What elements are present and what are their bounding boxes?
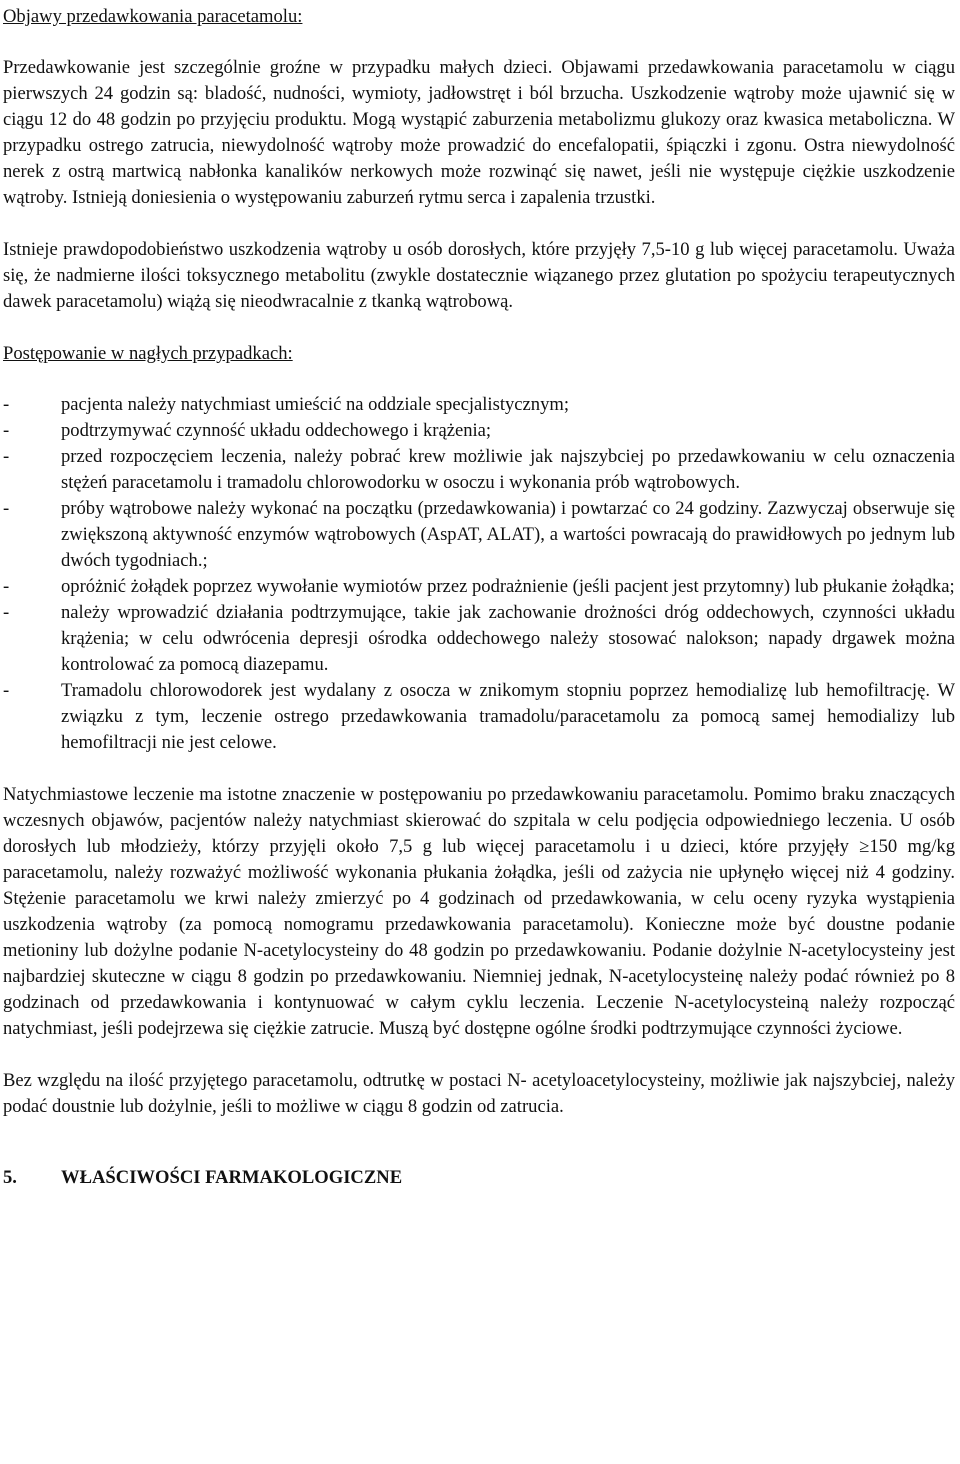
list-item-text: należy wprowadzić działania podtrzymujące, takie jak zachowanie drożności dróg oddechowych, czynności układu krążenia; w celu odwrócenia depresji ośrodka oddechowego należy stosować nalokson; napady drgawek można kontrolować za pomocą diazepamu. [61, 602, 955, 675]
spacer [3, 315, 955, 341]
list-item [3, 574, 955, 600]
list-item-text: Tramadolu chlorowodorek jest wydalany z osocza w znikomym stopniu poprzez hemodializę lub hemofiltrację. W związku z tym, leczenie ostrego przedawkowania tramadolu/paracetamolu za pomocą samej hemodializy lub hemofiltracji nie jest celowe. [61, 680, 955, 753]
overdose-heading: Objawy przedawkowania paracetamolu: [3, 6, 303, 27]
list-item-text: podtrzymywać czynność układu oddechowego i krążenia; [61, 420, 492, 441]
immediate-treatment-paragraph: Natychmiastowe leczenie ma istotne znaczenie w postępowaniu po przedawkowaniu paracetamolu. Pomimo braku znaczących wczesnych objawów, pacjentów należy natychmiast skierować do szpitala w celu podjęcia odpowiedniego leczenia. U osób dorosłych lub młodzieży, którzy przyjęli około 7,5 g lub więcej paracetamolu i u dzieci, które przyjęły ≥150 mg/kg paracetamolu, należy rozważyć możliwość wykonania płukania żołądka, jeśli od zażycia nie upłynęło więcej niż 4 godziny. Stężenie paracetamolu we krwi należy zmierzyć po 4 godzinach od przedawkowania, w celu oceny ryzyka wystąpienia uszkodzenia wątroby (za pomocą nomogramu przedawkowania paracetamolu). Konieczne może być doustne podanie metioniny lub dożylne podanie N-acetylocysteiny do 48 godzin po przedawkowaniu. Podanie dożylnie N-acetylocysteiny jest najbardziej skuteczne w ciągu 8 godzin po przedawkowaniu. Niemniej jednak, N-acetylocysteinę należy podać również po 8 godzinach od przedawkowania i kontynuować w całym cyklu leczenia. Leczenie N-acetylocysteiną należy rozpocząć natychmiast, jeśli podejrzewa się ciężkie zatrucie. Muszą być dostępne ogólne środki podtrzymujące czynności życiowe. [3, 784, 955, 1039]
list-dash: - [3, 680, 10, 701]
emergency-heading: Postępowanie w nagłych przypadkach: [3, 343, 293, 364]
list-item-text: próby wątrobowe należy wykonać na początku (przedawkowania) i powtarzać co 24 godziny. Zazwyczaj obserwuje się zwiększoną aktywność enzymów wątrobowych (AspAT, ALAT), a wartości powracają do prawidłowych po jednym lub dwóch tygodniach.; [61, 498, 955, 571]
list-item-text: opróżnić żołądek poprzez wywołanie wymiotów przez podrażnienie (jeśli pacjent jest przytomny) lub płukanie żołądka; [61, 576, 955, 597]
list-item-text: przed rozpoczęciem leczenia, należy pobrać krew możliwie jak najszybciej po przedawkowaniu w celu oznaczenia stężeń paracetamolu i tramadolu chlorowodorku w osoczu i wykonania prób wątrobowych. [61, 446, 955, 493]
list-dash: - [3, 602, 10, 623]
list-item [3, 678, 955, 756]
list-dash: - [3, 420, 10, 441]
spacer [3, 756, 955, 782]
list-item [3, 418, 955, 444]
list-item [3, 496, 955, 574]
list-item-text: pacjenta należy natychmiast umieścić na oddziale specjalistycznym; [61, 394, 570, 415]
antidote-paragraph: Bez względu na ilość przyjętego paracetamolu, odtrutkę w postaci N- acetyloacetylocysteiny, możliwie jak najszybciej, należy podać doustnie lub dożylnie, jeśli to możliwe w ciągu 8 godzin od zatrucia. [3, 1070, 955, 1117]
section-number: 5. [3, 1167, 17, 1188]
list-dash: - [3, 394, 10, 415]
spacer [3, 1042, 955, 1068]
spacer [3, 367, 955, 392]
section-title-text: WŁAŚCIWOŚCI FARMAKOLOGICZNE [61, 1167, 403, 1188]
list-dash: - [3, 576, 10, 597]
overdose-symptoms-paragraph: Przedawkowanie jest szczególnie groźne w przypadku małych dzieci. Objawami przedawkowania paracetamolu w ciągu pierwszych 24 godzin są: bladość, nudności, wymioty, jadłowstręt i ból brzucha. Uszkodzenie wątroby może ujawnić się w ciągu 12 do 48 godzin po przyjęciu produktu. Mogą wystąpić zaburzenia metabolizmu glukozy oraz kwasica metaboliczna. W przypadku ostrego zatrucia, niewydolność wątroby może prowadzić do encefalopatii, śpiączki i zgonu. Ostra niewydolność nerek z ostrą martwicą nabłonka kanalików nerkowych może rozwinąć się nawet, jeśli nie występuje ciężkie uszkodzenie wątroby. Istnieją doniesienia o występowaniu zaburzeń rytmu serca i zapalenia trzustki. [3, 57, 955, 208]
emergency-steps-list [3, 392, 955, 756]
spacer [3, 1120, 955, 1145]
spacer [3, 211, 955, 237]
spacer [3, 30, 955, 55]
list-dash: - [3, 446, 10, 467]
section-heading [3, 1165, 955, 1191]
spacer [3, 1145, 955, 1165]
list-item [3, 600, 955, 678]
liver-damage-paragraph: Istnieje prawdopodobieństwo uszkodzenia wątroby u osób dorosłych, które przyjęły 7,5-10 g lub więcej paracetamolu. Uważa się, że nadmierne ilości toksycznego metabolitu (zwykle dostatecznie wiązanego przez glutation po spożyciu terapeutycznych dawek paracetamolu) wiążą się nieodwracalnie z tkanką wątrobową. [3, 239, 955, 312]
list-dash: - [3, 498, 10, 519]
list-item [3, 392, 955, 418]
document-page [3, 0, 955, 1191]
list-item [3, 444, 955, 496]
